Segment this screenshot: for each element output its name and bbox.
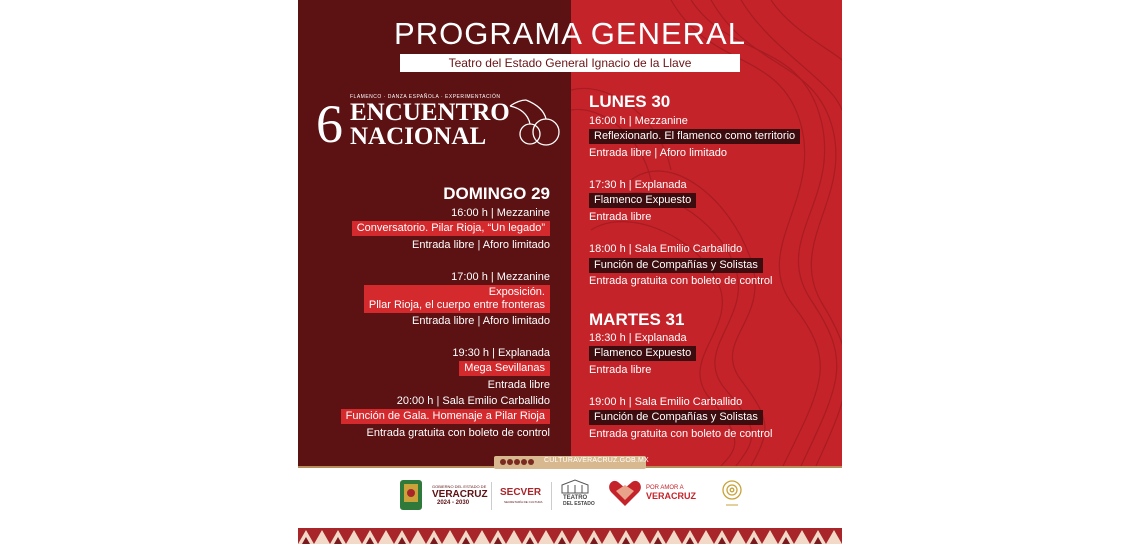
event-time: 16:00 h | Mezzanine [451,207,550,219]
event-title-highlight [364,285,550,313]
youtube-icon[interactable] [521,459,527,465]
event-time: 17:30 h | Explanada [589,179,687,191]
secver-subtitle: SECRETARÍA DE CULTURA [504,500,543,504]
day-heading-lunes: LUNES 30 [589,92,671,111]
website-link[interactable]: CULTURAVERACRUZ.GOB.MX [544,457,649,464]
event-note: Entrada libre | Aforo limitado [412,315,550,327]
logo-line-2: NACIONAL [350,123,487,150]
por-amor-text-2: VERACRUZ [646,491,697,501]
venue-subtitle: Teatro del Estado General Ignacio de la Llave [400,54,740,72]
event-time: 18:30 h | Explanada [589,332,687,344]
event-poster [298,0,842,544]
event-time: 17:00 h | Mezzanine [451,271,550,283]
event-title-line-2: Pllar Rioja, el cuerpo entre fronteras [368,299,545,311]
event-note: Entrada libre [487,379,550,391]
castanets-icon [506,94,566,154]
event-note: Entrada libre | Aforo limitado [412,239,550,251]
logo-line-1: ENCUENTRO [350,99,510,126]
event-time: 19:30 h | Explanada [452,347,550,359]
event-note: Entrada libre [589,211,652,223]
event-title-line-1: Exposición. [488,286,545,298]
event-title-highlight: Conversatorio. Pilar Rioja, “Un legado” [352,221,550,236]
por-amor-text-1: POR AMOR A [646,485,684,491]
event-title-highlight: Reflexionarlo. El flamenco como territorio [589,129,800,144]
gov-logo-small: GOBIERNO DEL ESTADO DE [432,484,487,489]
event-title-highlight: Flamenco Expuesto [589,346,696,361]
event-title-highlight: Flamenco Expuesto [589,193,696,208]
spiral-logo-icon [720,479,744,509]
tiktok-icon[interactable] [528,459,534,465]
social-bar [494,456,649,469]
secver-logo: SECVER [500,487,542,498]
facebook-icon[interactable] [500,459,506,465]
logo-number: 6 [316,94,343,154]
veracruz-coat-of-arms-icon [400,480,422,510]
event-title-highlight: Función de Compañías y Solistas [589,410,763,425]
event-logo [316,94,566,154]
page-title: PROGRAMA GENERAL [394,16,746,51]
decorative-band [298,528,842,544]
day-heading-martes: MARTES 31 [589,310,685,329]
event-title-highlight: Función de Gala. Homenaje a Pilar Rioja [341,409,550,424]
teatro-logo-line-1: TEATRO [563,495,588,501]
event-note: Entrada gratuita con boleto de control [589,428,773,440]
event-time: 16:00 h | Mezzanine [589,115,688,127]
gov-logo-years: 2024 - 2030 [437,500,470,506]
event-title-highlight: Función de Compañías y Solistas [589,258,763,273]
teatro-building-icon [560,479,590,495]
logo-separator [491,482,492,510]
por-amor-heart-icon [608,478,642,508]
event-time: 19:00 h | Sala Emilio Carballido [589,396,743,408]
logo-tagline: FLAMENCO · DANZA ESPAÑOLA · EXPERIMENTACIÓN [350,94,501,100]
event-note: Entrada gratuita con boleto de control [589,275,773,287]
event-note: Entrada libre [589,364,652,376]
instagram-icon[interactable] [514,459,520,465]
event-note: Entrada libre | Aforo limitado [589,147,727,159]
event-time: 18:00 h | Sala Emilio Carballido [589,243,743,255]
teatro-logo-line-2: DEL ESTADO [563,501,595,507]
gov-logo-name: VERACRUZ [432,489,488,500]
event-time: 20:00 h | Sala Emilio Carballido [396,395,550,407]
event-note: Entrada gratuita con boleto de control [366,427,550,439]
logo-separator [551,482,552,510]
twitter-icon[interactable] [507,459,513,465]
day-heading-domingo: DOMINGO 29 [443,184,550,203]
event-title-highlight: Mega Sevillanas [459,361,550,376]
